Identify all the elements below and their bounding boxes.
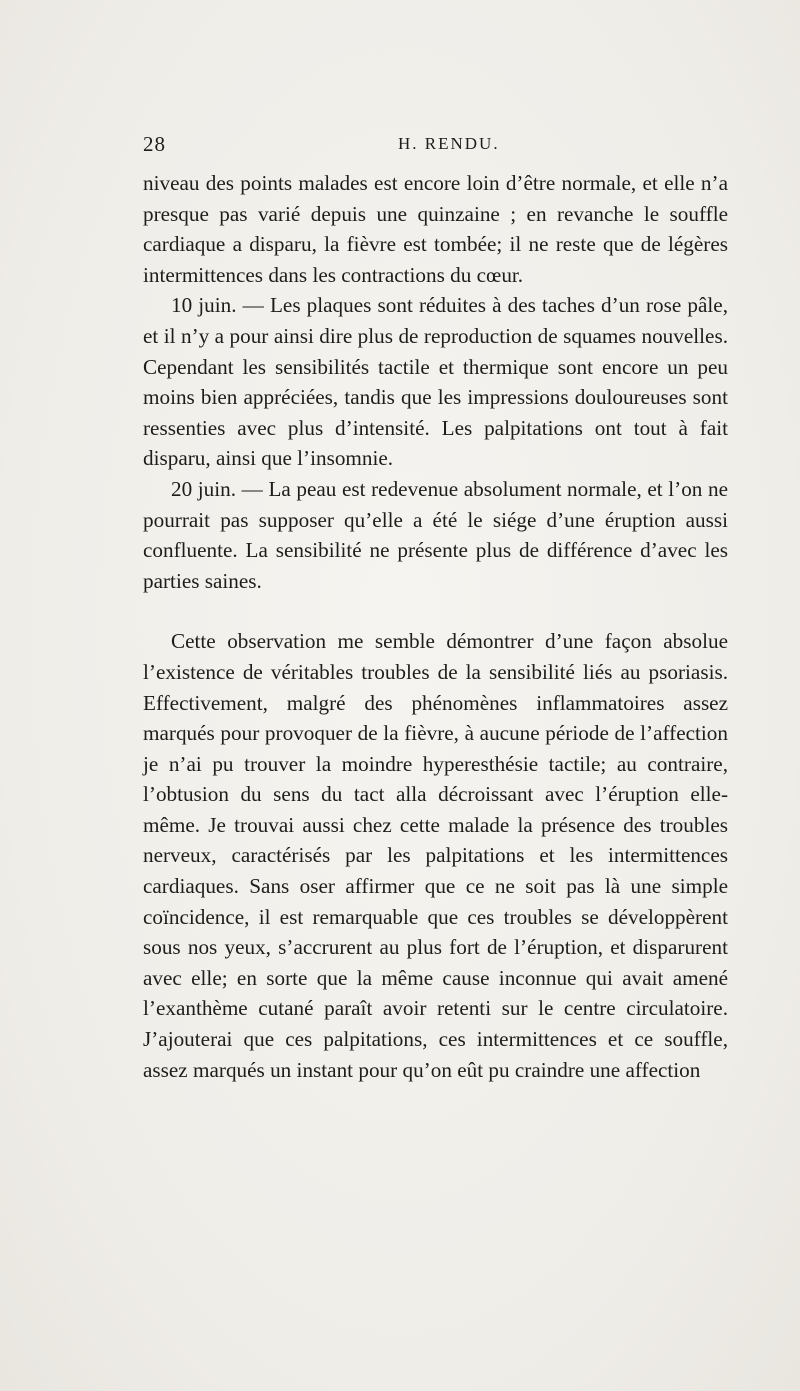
page-number: 28 <box>143 132 166 156</box>
paragraph-observation: Cette observation me semble démontrer d’une façon absolue l’existence de véritables troubles de la sensibilité liés au psoriasis. Effectivement, malgré des phénomènes inflammatoires assez marqués pour provoquer de la fièvre, à aucune période de l’affection je n’ai pu trouver la moindre hyperesthésie tactile; au contraire, l’obtusion du sens du tact alla décroissant avec l’éruption elle-même. Je trouvai aussi chez cette malade la présence des troubles nerveux, caractérisés par les palpitations et les intermittences cardiaques. Sans oser affirmer que ce ne soit pas là une simple coïncidence, il est remarquable que ces troubles se développèrent sous nos yeux, s’accrurent au plus fort de l’éruption, et disparurent avec elle; en sorte que la même cause inconnue qui avait amené l’exanthème cutané paraît avoir retenti sur le centre circulatoire. J’ajouterai que ces palpitations, ces intermittences et ce souffle, assez marqués un instant pour qu’on eût pu craindre une affection <box>143 629 728 1082</box>
page-header <box>143 132 728 162</box>
body-text <box>143 168 728 1085</box>
paragraph-june-20: 20 juin. — La peau est redevenue absolument normale, et l’on ne pourrait pas supposer qu’elle a été le siége d’une éruption aussi confluente. La sensibilité ne présente plus de différence d’avec les parties saines. <box>143 476 728 593</box>
paragraph-june-10: 10 juin. — Les plaques sont réduites à des taches d’un rose pâle, et il n’y a pour ainsi dire plus de reproduction de squames nouvelles. Cependant les sensibilités tactile et thermique sont encore un peu moins bien appréciées, tandis que les impressions douloureuses sont ressenties avec plus d’intensité. Les palpitations ont tout à fait disparu, ainsi que l’insomnie. <box>143 293 728 471</box>
paragraph-continuation: niveau des points malades est encore loin d’être normale, et elle n’a presque pas varié depuis une quinzaine ; en revanche le souffle cardiaque a disparu, la fièvre est tombée; il ne reste que de légères intermittences dans les contractions du cœur. <box>143 171 728 287</box>
running-head: H. RENDU. <box>398 134 500 153</box>
